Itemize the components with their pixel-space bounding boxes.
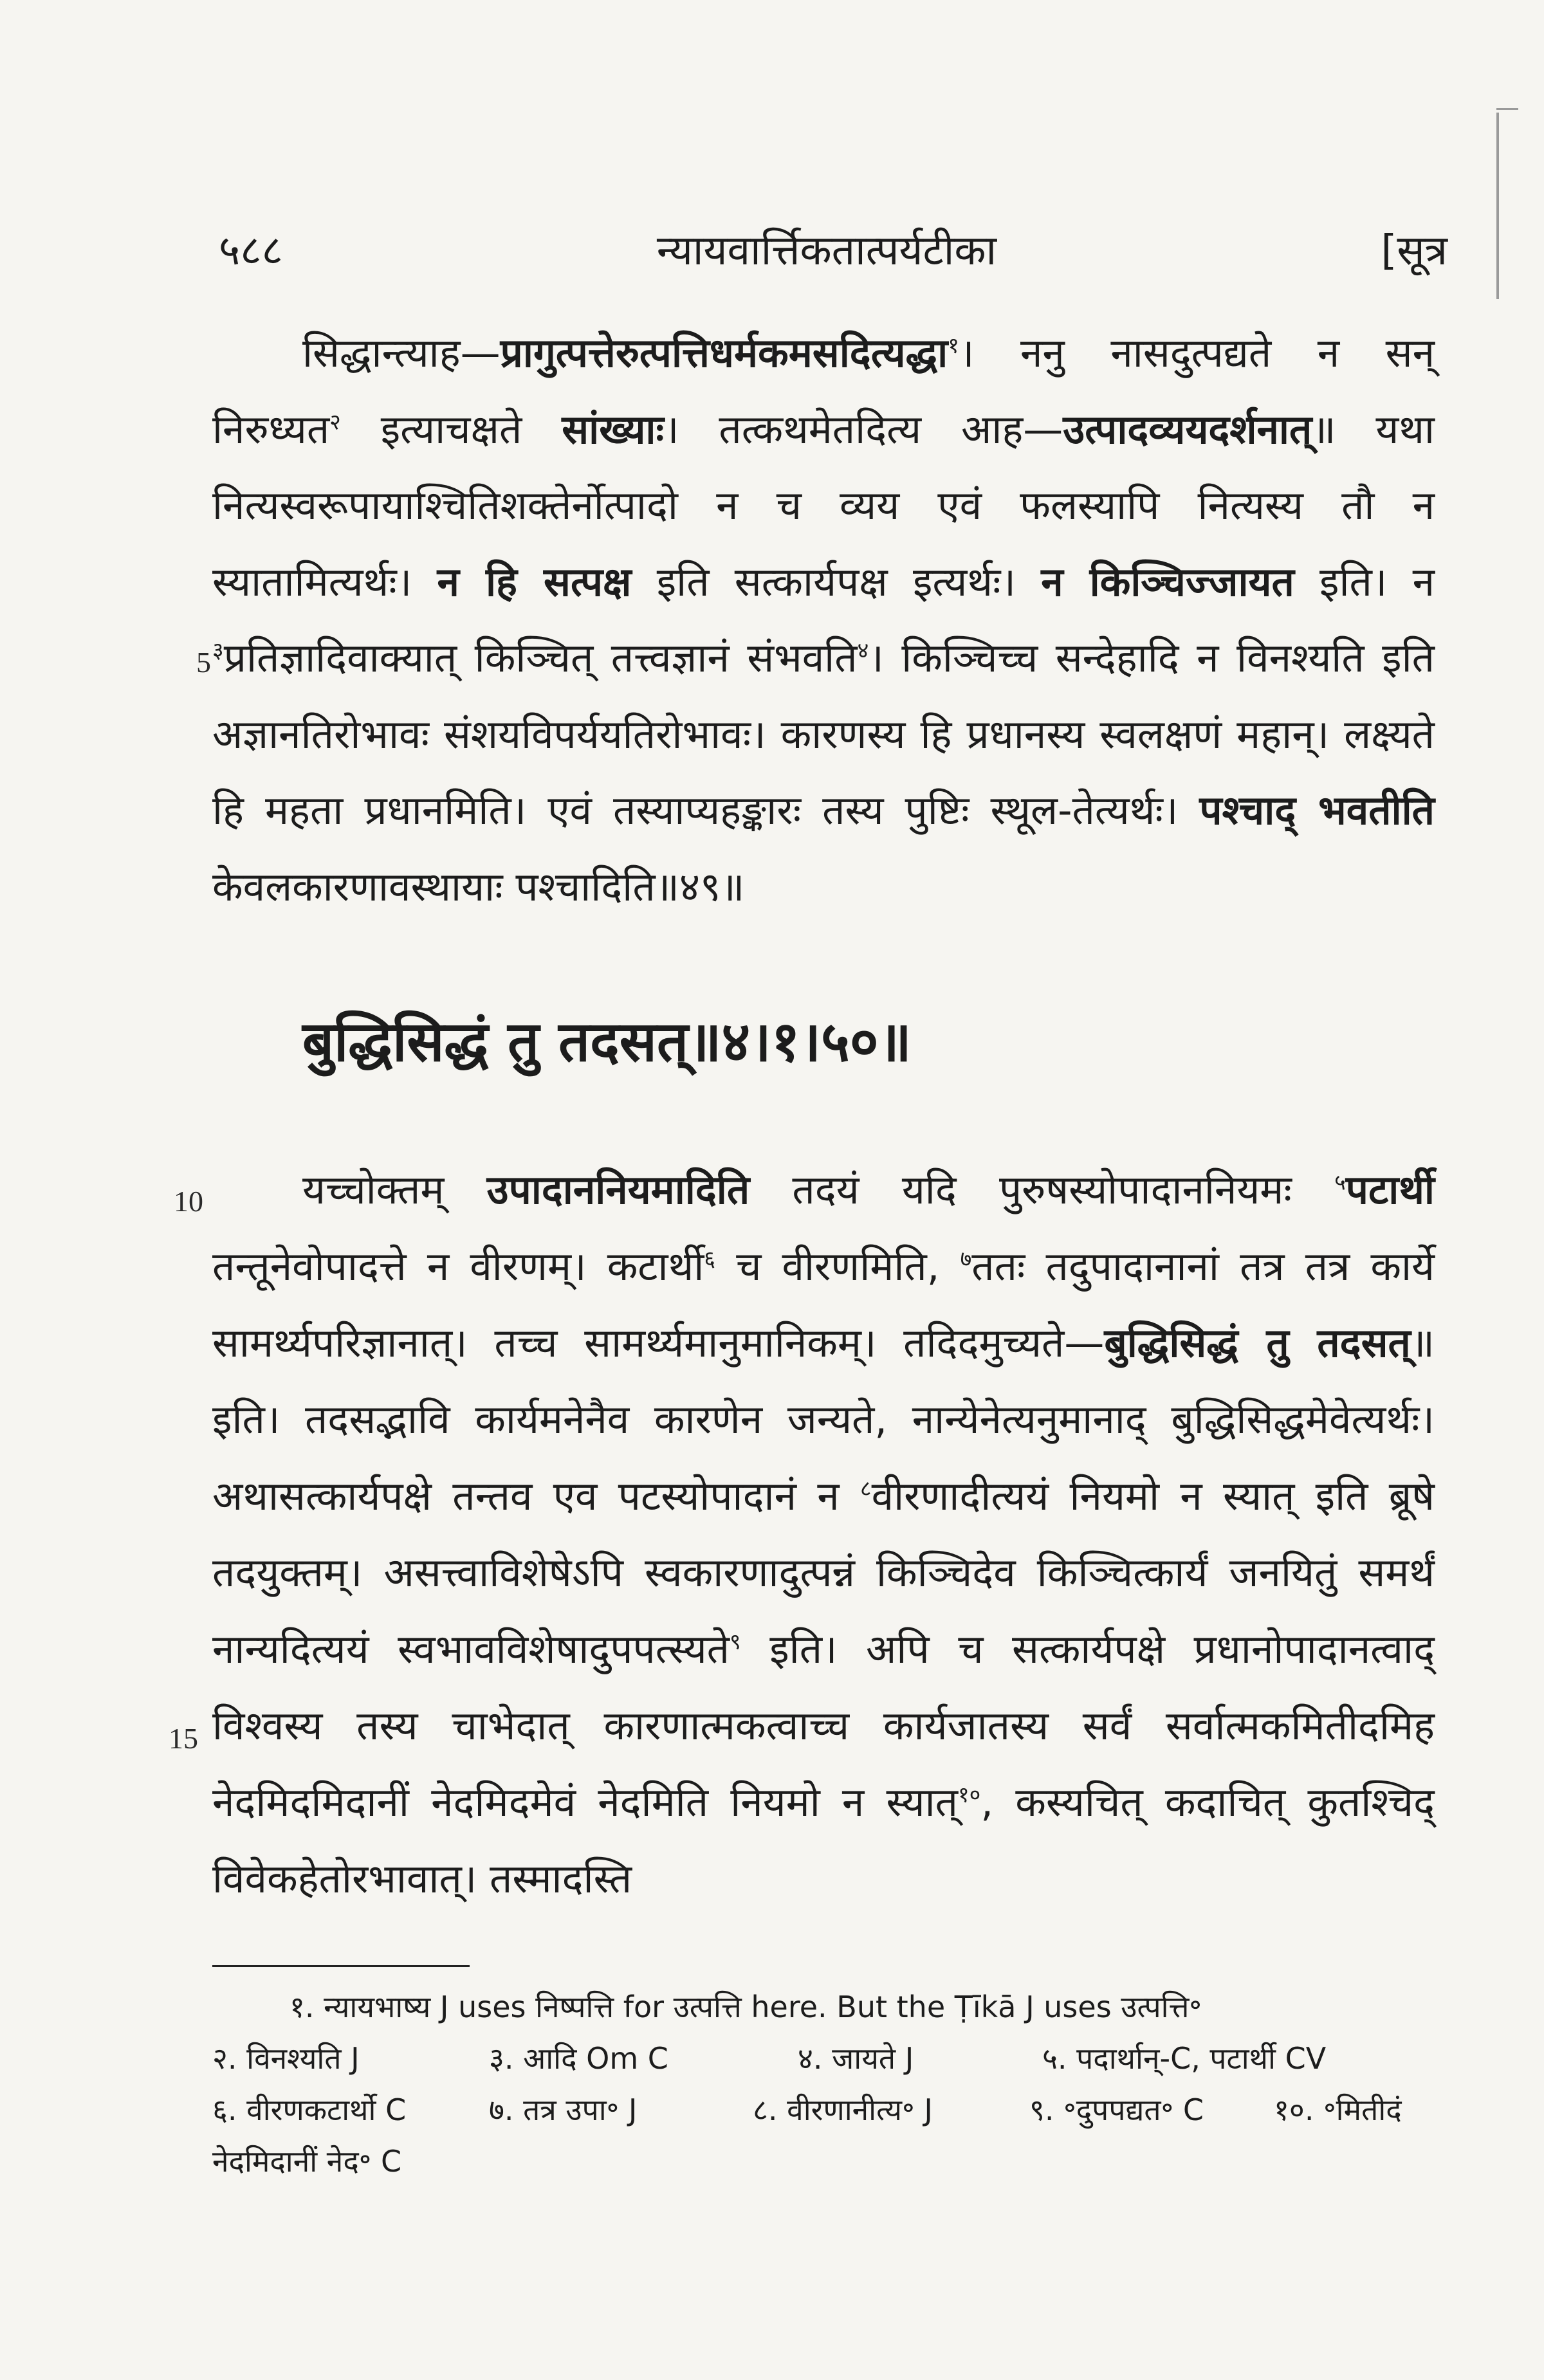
commentary-text: इत्याचक्षते (340, 405, 562, 453)
footnote-10-continued: नेदमिदानीं नेद॰ C (212, 2144, 402, 2179)
footnote-ref: १० (957, 1782, 981, 1808)
commentary-text: ततः तदुपादानानां तत्र तत्र कार्ये सामर्थ्यपरिज्ञानात्। तच्च सामर्थ्यमानुमानिकम्। तदिदमुच्यते— (212, 1243, 1435, 1366)
footnote-3: ३. आदि Om C (489, 2041, 668, 2076)
running-header (206, 219, 1448, 283)
footnote-ref: २ (329, 408, 341, 435)
footnote-8: ८. वीरणानीत्य॰ J (753, 2092, 933, 2127)
commentary-text: वीरणादीत्ययं नियमो न स्यात् इति ब्रूषे तदयुक्तम्। असत्त्वाविशेषेऽपि स्वकारणादुत्पन्नं किञ्चिदेव किञ्चित्कार्यं जनयितुं समर्थं नान्यदित्ययं स्वभावविशेषादुपपत्स्यते (212, 1472, 1435, 1672)
pratika-quote: प्रागुत्पत्तेरुत्पत्तिधर्मकमसदित्यद्धा (500, 329, 948, 376)
commentary-text: । ननु नासदुत्पद्यते न सन् निरुध्यत (212, 329, 1435, 453)
line-number-10: 10 (174, 1185, 203, 1218)
page-number: ५८८ (219, 227, 283, 275)
footnote-1: १. न्यायभाष्य J uses निष्पत्ति for उत्पत्ति here. But the Ṭīkā J uses उत्पत्ति॰ (290, 1990, 1202, 2024)
footnote-10: १०. ॰मितीदं (1274, 2092, 1402, 2127)
footnote-ref: ६ (704, 1246, 715, 1272)
pratika-quote: उत्पादव्ययदर्शनात् (1063, 405, 1312, 453)
commentary-text: ॥ यथा नित्यस्वरूपायाश्चितिशक्तेर्नोत्पादो न च व्यय एवं फलस्यापि नित्यस्य तौ न स्यातामित्यर्थः। (212, 405, 1435, 605)
commentary-text: च वीरणमिति, (715, 1243, 960, 1290)
commentary-text: केवलकारणावस्थायाः पश्चादिति॥४९॥ (212, 863, 745, 910)
commentary-text: । किञ्चिच्च सन्देहादि न विनश्यति इति अज्ञानतिरोभावः संशयविपर्ययतिरोभावः। कारणस्य हि प्रधानस्य स्वलक्षणं महान्। लक्ष्यते हि महता प्रधानमिति। एवं तस्याप्यहङ्कारः तस्य पुष्टिः स्थूल-तेत्यर्थः। (212, 634, 1435, 834)
commentary-text: सिद्धान्त्याह— (302, 329, 501, 376)
commentary-text: तदयं यदि पुरुषस्योपादाननियमः (749, 1166, 1335, 1213)
commentary-text: ॥ इति। तदसद्भावि कार्यमनेनैव कारणेन जन्यते, नान्येनेत्यनुमानाद् बुद्धिसिद्धमेवेत्यर्थः। अथासत्कार्यपक्षे तन्तव एव पटस्योपादानं न (212, 1319, 1435, 1519)
pratika-quote: उपादाननियमादिति (486, 1166, 750, 1213)
commentary-text: प्रतिज्ञादिवाक्यात् किञ्चित् तत्त्वज्ञानं संभवति (223, 634, 858, 681)
footnote-4: ४. जायते J (798, 2041, 914, 2076)
footnote-ref: ४ (857, 637, 869, 664)
commentary-text: इति सत्कार्यपक्ष इत्यर्थः। (631, 558, 1042, 605)
pratika-quote: पश्चाद् भवतीति (1199, 787, 1435, 834)
footnote-5: ५. पदार्थान्-C, पटार्थी CV (1042, 2041, 1327, 2076)
footnote-2: २. विनश्यति J (212, 2041, 360, 2076)
running-title: न्यायवार्त्तिकतात्पर्यटीका (656, 227, 997, 275)
commentary-text: तन्तूनेवोपादत्ते न वीरणम्। कटार्थी (212, 1243, 704, 1290)
footnote-6: ६. वीरणकटार्थो C (212, 2092, 407, 2127)
sutra-heading: बुद्धिसिद्धं तु तदसत्॥४।१।५०॥ (302, 1010, 912, 1074)
pratika-quote: सांख्याः (562, 405, 665, 453)
page-edge-mark (1496, 113, 1499, 299)
line-number-5: 5 (196, 646, 211, 679)
commentary-paragraph-2 (212, 1151, 1435, 1917)
footnote-ref: १ (948, 333, 959, 359)
footnote-9: ९. ॰दुपपद्यत॰ C (1029, 2092, 1204, 2127)
footnote-ref: ९ (730, 1629, 741, 1655)
footnote-ref: ५ (1334, 1169, 1346, 1196)
footnote-ref: ७ (960, 1246, 972, 1272)
page-edge-tick (1496, 108, 1518, 110)
commentary-text: , कस्यचित् कदाचित् कुतश्चिद् विवेकहेतोरभावात्। तस्मादस्ति (212, 1779, 1435, 1902)
footnote-7: ७. तत्र उपा॰ J (489, 2092, 638, 2127)
pratika-quote: न हि सत्पक्ष (437, 558, 632, 605)
footnote-ref: ८ (859, 1476, 872, 1502)
pratika-quote: पटार्थी (1345, 1166, 1435, 1213)
line-number-15: 15 (169, 1722, 198, 1755)
pratika-quote: बुद्धिसिद्धं तु तदसत् (1104, 1319, 1411, 1366)
commentary-text: इति। न (1294, 558, 1435, 605)
commentary-text: इति। अपि च सत्कार्यपक्षे प्रधानोपादानत्वाद् विश्वस्य तस्य चाभेदात् कारणात्मकत्वाच्च कार्यजातस्य सर्वं सर्वात्मकमितीदमिह नेदमिदमिदानीं नेदमिदमेवं नेदमिति नियमो न स्यात् (212, 1625, 1435, 1826)
footnote-rule (212, 1965, 470, 1967)
commentary-text: यच्चोक्तम् (302, 1166, 487, 1213)
pratika-quote: न किञ्चिज्जायत (1041, 558, 1294, 605)
section-marker: [सूत्र (1381, 227, 1448, 275)
footnote-ref: ३ (212, 637, 224, 664)
commentary-paragraph-1 (212, 315, 1435, 925)
commentary-text: । तत्कथमेतदित्य आह— (664, 405, 1063, 453)
